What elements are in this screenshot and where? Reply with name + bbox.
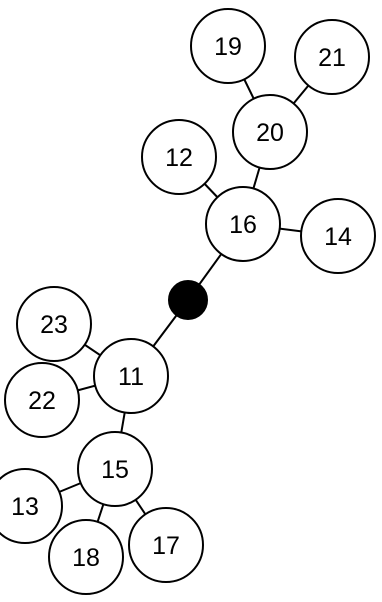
node-13: [0, 469, 62, 543]
node-label: 14: [324, 223, 352, 251]
node-label: 12: [165, 144, 193, 172]
node-14: [301, 199, 375, 273]
node-label: 16: [229, 211, 257, 239]
node-label: 11: [118, 363, 144, 391]
node-label: 13: [11, 493, 39, 521]
node-12: [142, 120, 216, 194]
node-20: [233, 95, 307, 169]
node-label: 21: [318, 44, 346, 72]
node-label: 19: [214, 33, 242, 61]
nodes-layer: [0, 9, 375, 594]
node-label: 15: [101, 456, 129, 484]
node-15: [78, 432, 152, 506]
node-label: 20: [256, 119, 284, 147]
node-18: [49, 520, 123, 594]
node-16: [206, 187, 280, 261]
node-19: [191, 9, 265, 83]
center-dot: [169, 281, 207, 319]
node-label: 23: [40, 311, 68, 339]
node-label: 17: [152, 532, 180, 560]
center-node: [169, 281, 207, 319]
node-11: [94, 339, 168, 413]
node-23: [17, 287, 91, 361]
node-21: [295, 20, 369, 94]
node-17: [129, 508, 203, 582]
node-label: 22: [28, 387, 56, 415]
node-22: [5, 363, 79, 437]
node-label: 18: [72, 544, 100, 572]
